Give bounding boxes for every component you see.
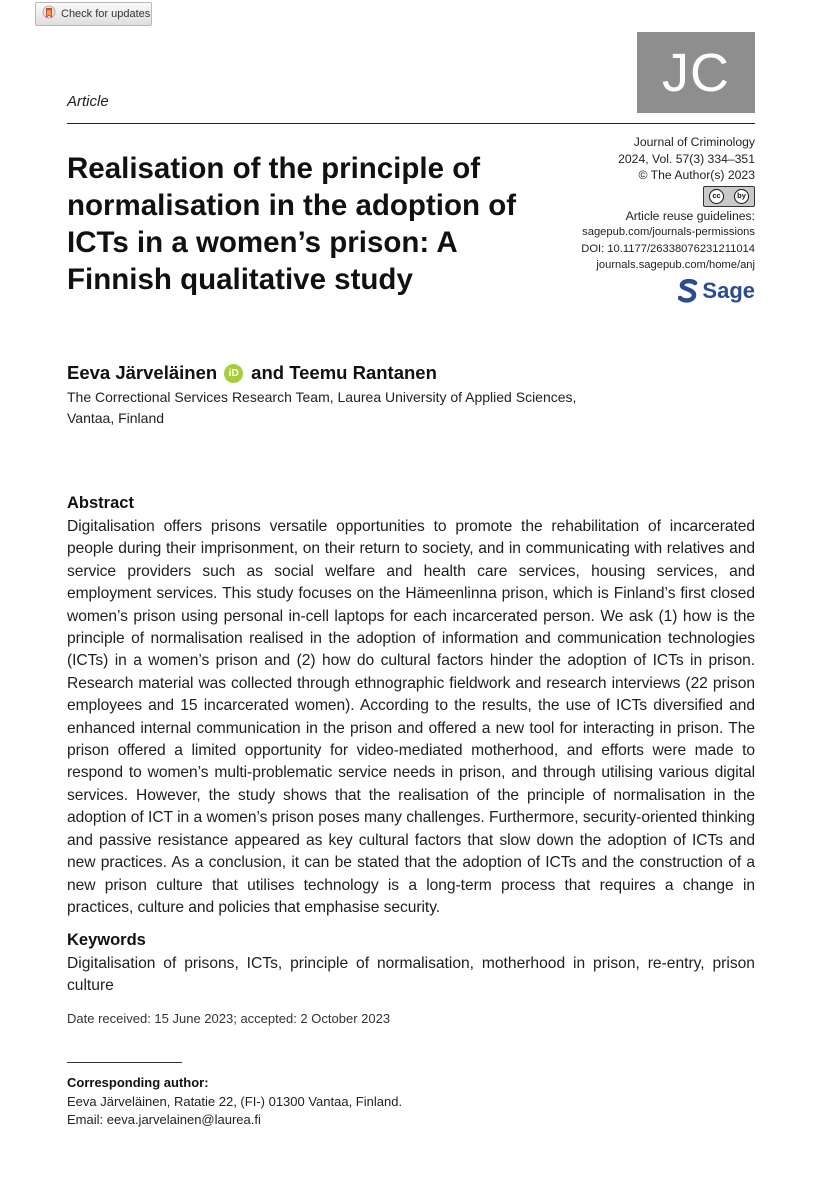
author-name: Eeva Järveläinen <box>67 362 218 383</box>
affiliation: The Correctional Services Research Team, Laurea University of Applied Sciences, Vantaa, Finland <box>67 389 577 426</box>
bookmark-icon <box>42 5 56 23</box>
sage-logo <box>678 279 755 303</box>
check-for-updates-label: Check for updates <box>61 8 151 20</box>
license-row <box>435 184 755 208</box>
email-link[interactable]: eeva.jarvelainen@laurea.fi <box>106 1112 261 1127</box>
check-for-updates-button[interactable] <box>35 2 152 26</box>
footnote-divider <box>67 1062 182 1063</box>
header-divider <box>67 123 755 124</box>
email-label: Email: <box>67 1112 104 1127</box>
journal-homepage-link[interactable]: journals.sagepub.com/home/anj <box>596 259 755 271</box>
corresponding-author-heading: Corresponding author: <box>67 1075 209 1090</box>
journal-name: Journal of Criminology <box>633 135 755 149</box>
reuse-guidelines-label: Article reuse guidelines: <box>625 208 755 223</box>
cc-icon: cc <box>709 189 724 204</box>
by-icon: by <box>734 189 749 204</box>
abstract-text: Digitalisation offers prisons versatile opportunities to promote the rehabilitation of incarcerated people during their imprisonment, on their return to society, and in communicating with relatives and service providers such as social welfare and health care services, housing services, and employment services. This study focuses on the Hämeenlinna prison, which is Finland’s first closed women’s prison using personal in-cell laptops for each incarcerated person. We ask (1) how is the principle of normalisation realised in the adoption of information and communication technologies (ICTs) in a women’s prison and (2) how do cultural factors hinder the adoption of ICTs in prison. Research material was collected through ethnographic fieldwork and research interviews (22 prison employees and 15 incarcerated women). According to the results, the use of ICTs diversified and enhanced internal communication in the prison and offered a new tool for interacting in prison. The prison offered a limited opportunity for video-mediated motherhood, and efforts were made to respond to women’s multi-problematic service needs in prison, and through utilising various digital services. However, the study shows that the realisation of the principle of normalisation in the adoption of ICT in a women’s prison poses many challenges. Furthermore, security-oriented thinking and passive resistance appeared as key cultural factors that slow down the adoption of ICTs and new practices. As a conclusion, it can be stated that the adoption of ICTs and the construction of a new prison culture that utilises technology is a long-term process that requires a change in practices, culture and policies that emphasise security. <box>67 518 755 916</box>
authors <box>67 362 437 384</box>
abstract-heading: Abstract <box>67 494 134 512</box>
corresponding-author-address: Eeva Järveläinen, Ratatie 22, (FI-) 01300 Vantaa, Finland. <box>67 1094 403 1109</box>
journal-info <box>435 134 755 308</box>
sage-s-icon <box>678 279 698 303</box>
journal-volume: 2024, Vol. 57(3) 334–351 <box>618 151 755 166</box>
publisher-name: Sage <box>702 277 755 303</box>
copyright: © The Author(s) 2023 <box>638 168 755 182</box>
publisher-row <box>435 274 755 308</box>
article-title: Realisation of the principle of normalisation in the adoption of ICTs in a women’s prison: A Finnish qualitative study <box>67 152 517 296</box>
orcid-icon[interactable]: iD <box>224 364 243 383</box>
article-type: Article <box>67 93 109 110</box>
keywords-heading: Keywords <box>67 931 146 949</box>
keywords-text: Digitalisation of prisons, ICTs, principle of normalisation, motherhood in prison, re-entry, prison culture <box>67 955 755 995</box>
permissions-link[interactable]: sagepub.com/journals-permissions <box>582 226 755 238</box>
journal-logo: JC <box>637 32 755 113</box>
dates-received: Date received: 15 June 2023; accepted: 2 October 2023 <box>67 1011 391 1026</box>
corresponding-author-email-row <box>67 1112 261 1127</box>
coauthor-name: and Teemu Rantanen <box>251 362 437 383</box>
cc-by-license-icon[interactable] <box>703 186 755 207</box>
doi[interactable]: DOI: 10.1177/26338076231211014 <box>581 242 755 255</box>
